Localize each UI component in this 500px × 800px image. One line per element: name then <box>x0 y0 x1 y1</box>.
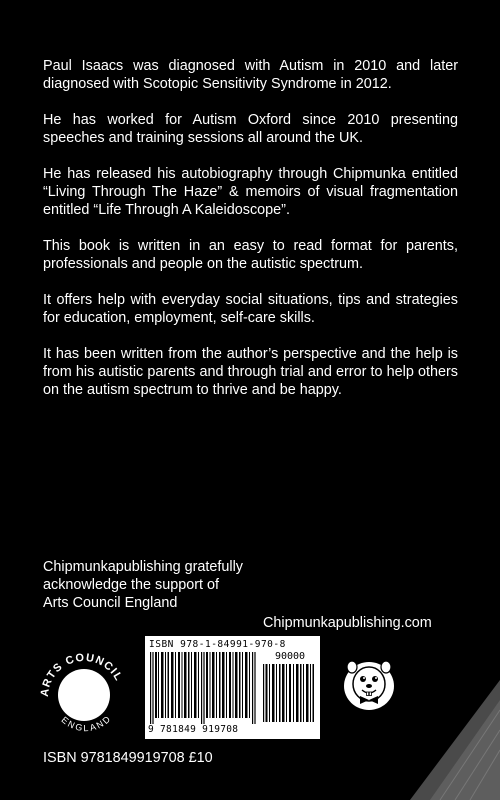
website-text: Chipmunkapublishing.com <box>263 615 432 631</box>
barcode <box>145 636 320 739</box>
arts-council-logo <box>28 637 138 747</box>
barcode-bars <box>150 652 260 724</box>
blurb-paragraph-6: It has been written from the author’s perspective and the help is from his autistic parents and through trial and error to help others on the autism spectrum to thrive and be happy. <box>43 346 458 398</box>
blurb-paragraph-3: He has released his autobiography through Chipmunka entitled “Living Through The Haze” & memoirs of visual fragmentation entitled “Life Through A Kaleidoscope”. <box>43 166 458 218</box>
blurb-paragraph-4: This book is written in an easy to read format for parents, professionals and people on the autistic spectrum. <box>43 238 458 272</box>
arts-council-bottom-text: ENGLAND <box>59 712 114 734</box>
blurb-paragraph-2: He has worked for Autism Oxford since 2010 presenting speeches and training sessions all around the UK. <box>43 112 458 146</box>
barcode-isbn-label: ISBN 978-1-84991-970-8 <box>149 639 286 650</box>
barcode-digits: 9 781849 919708 <box>148 724 239 735</box>
chipmunk-logo <box>340 656 398 714</box>
blurb-paragraph-5: It offers help with everyday social situations, tips and strategies for education, employment, self-care skills. <box>43 292 458 326</box>
blurb <box>43 57 458 417</box>
isbn-price: ISBN 9781849919708 £10 <box>43 750 213 766</box>
arts-council-top-text: ARTS COUNCIL <box>38 651 125 698</box>
barcode-addon-bars <box>263 664 315 722</box>
corner-decoration <box>410 680 500 800</box>
barcode-addon-code: 90000 <box>274 651 306 662</box>
blurb-paragraph-1: Paul Isaacs was diagnosed with Autism in 2010 and later diagnosed with Scotopic Sensitivity Syndrome in 2012. <box>43 58 458 92</box>
acknowledgement-text: Chipmunkapublishing gratefully acknowledge the support of Arts Council England <box>43 559 243 611</box>
